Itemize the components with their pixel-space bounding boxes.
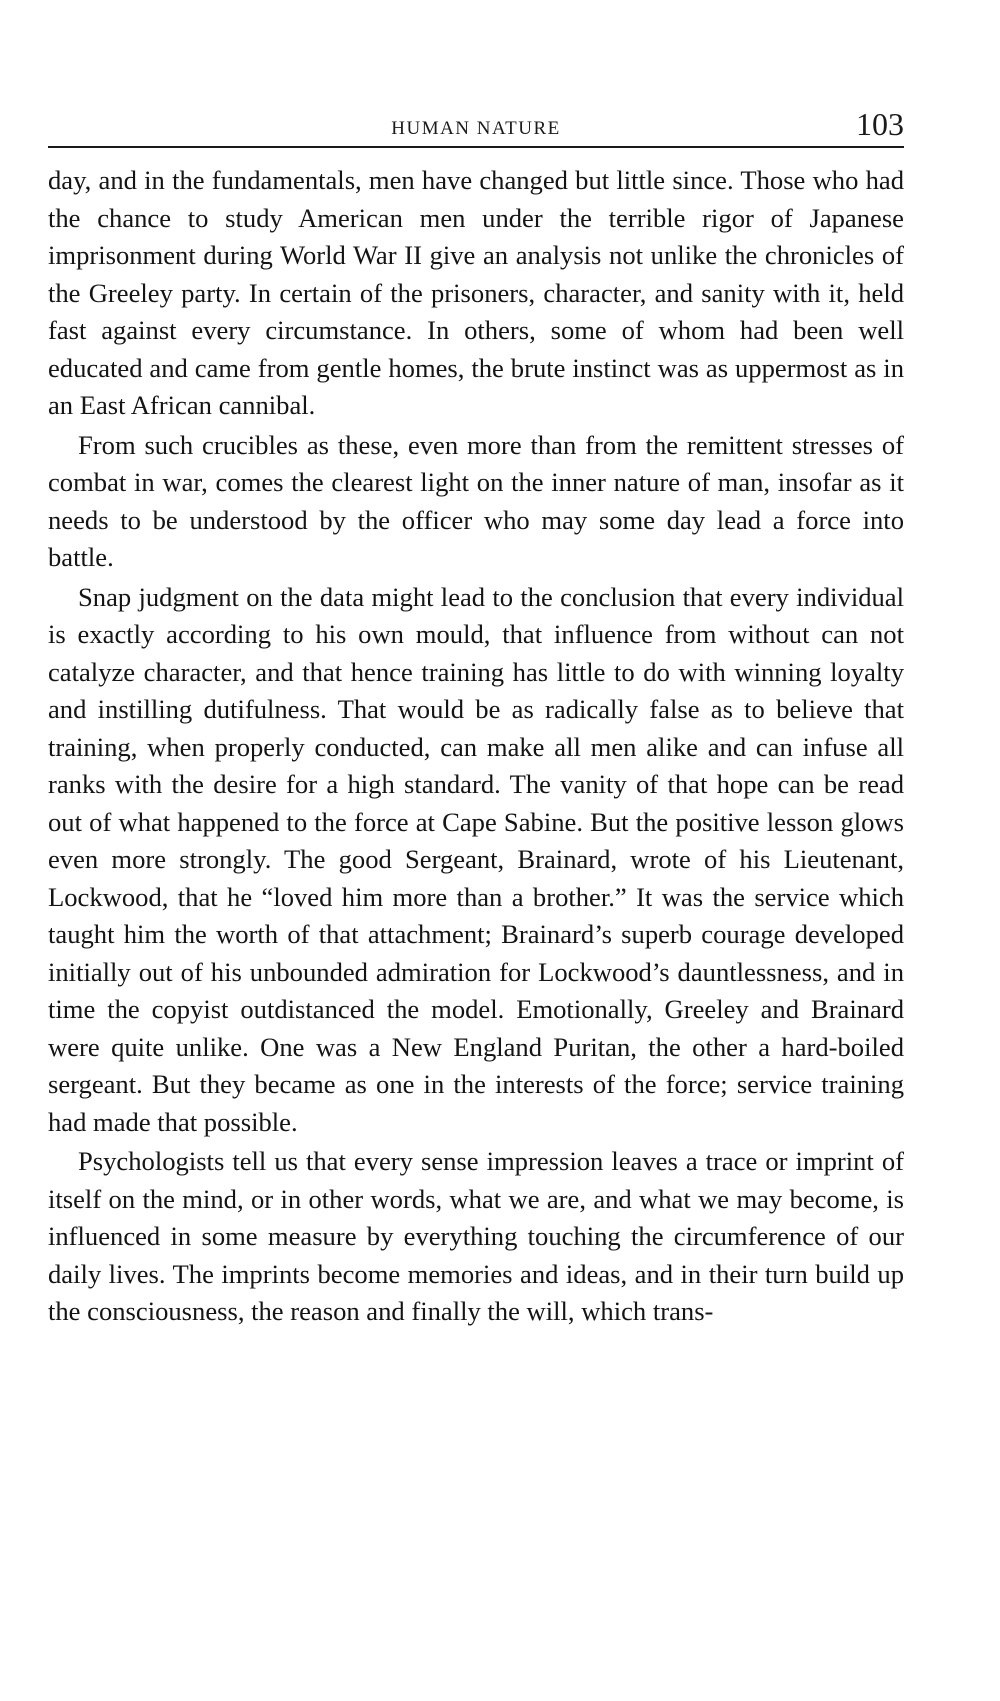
paragraph-2: From such crucibles as these, even more than from the remittent stresses of combat in war, comes the clearest light on the inner nature of man, insofar as it needs to be understood by the officer who may some day lead a force into battle.	[48, 429, 904, 572]
body-text	[48, 162, 904, 1331]
header-rule	[48, 146, 904, 148]
paragraph-1: day, and in the fundamentals, men have changed but little since. Those who had the chance to study American men under the terrible rigor of Japanese imprisonment during World War II give an analysis not unlike the chronicles of the Greeley party. In certain of the prisoners, character, and sanity with it, held fast against every circumstance. In others, some of whom had been well educated and came from gentle homes, the brute instinct was as uppermost as in an East African cannibal.	[48, 165, 904, 420]
running-title: HUMAN NATURE	[391, 118, 561, 139]
page-number: 103	[856, 106, 904, 142]
paragraph-4: Psychologists tell us that every sense impression leaves a trace or imprint of itself on the mind, or in other words, what we are, and what we may become, is influenced in some measure by everything touching the circumference of our daily lives. The imprints become memories and ideas, and in their turn build up the consciousness, the reason and finally the will, which trans-	[48, 1146, 904, 1326]
running-head	[48, 104, 904, 150]
paragraph-3: Snap judgment on the data might lead to the conclusion that every individual is exactly according to his own mould, that influence from without can not catalyze character, and that hence training has little to do with winning loyalty and instilling dutifulness. That would be as radically false as to believe that training, when properly conducted, can make all men alike and can infuse all ranks with the desire for a high standard. The vanity of that hope can be read out of what happened to the force at Cape Sabine. But the positive lesson glows even more strongly. The good Sergeant, Brainard, wrote of his Lieutenant, Lockwood, that he “loved him more than a brother.” It was the service which taught him the worth of that attachment; Brainard’s superb courage developed initially out of his unbounded admiration for Lockwood’s dauntlessness, and in time the copyist outdistanced the model. Emotionally, Greeley and Brainard were quite unlike. One was a New England Puritan, the other a hard-boiled sergeant. But they became as one in the interests of the force; service training had made that possible.	[48, 581, 904, 1137]
